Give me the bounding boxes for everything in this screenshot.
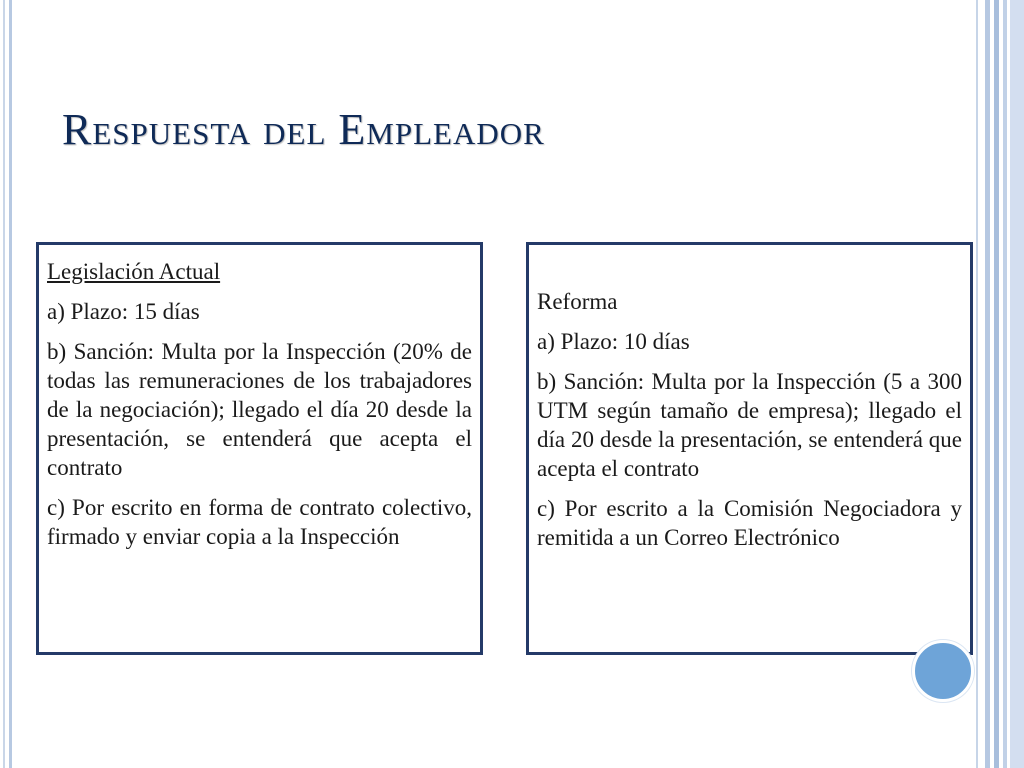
reform-deadline: a) Plazo: 10 días — [537, 329, 690, 354]
right-border-stripe — [976, 0, 978, 768]
right-border-stripe — [994, 0, 999, 768]
reform-heading: Reforma — [537, 289, 618, 314]
current-legislation-box — [36, 242, 483, 655]
left-border-line — [3, 0, 5, 768]
current-deadline: a) Plazo: 15 días — [47, 299, 200, 324]
right-border-stripe — [985, 0, 990, 768]
current-legislation-heading: Legislación Actual — [47, 259, 221, 284]
slide-title: Respuesta del Empleador — [62, 105, 545, 154]
reform-form: c) Por escrito a la Comisión Negociadora y remitida a un Correo Electrónico — [537, 496, 962, 550]
current-sanction: b) Sanción: Multa por la Inspección (20% de todas las remuneraciones de los trabajadores de la negociación); llegado el día 20 desde la presentación, se entenderá que acepta el contrato — [47, 339, 472, 480]
right-border-stripe — [1010, 0, 1024, 768]
reform-sanction: b) Sanción: Multa por la Inspección (5 a 300 UTM según tamaño de empresa); llegado el día 20 desde la presentación, se entenderá que acepta el contrato — [537, 369, 962, 481]
decorative-circle-icon — [912, 640, 974, 702]
right-border-stripe — [1003, 0, 1007, 768]
current-form: c) Por escrito en forma de contrato colectivo, firmado y enviar copia a la Inspección — [47, 495, 472, 549]
left-border-line — [9, 0, 12, 768]
reform-box — [526, 242, 973, 655]
